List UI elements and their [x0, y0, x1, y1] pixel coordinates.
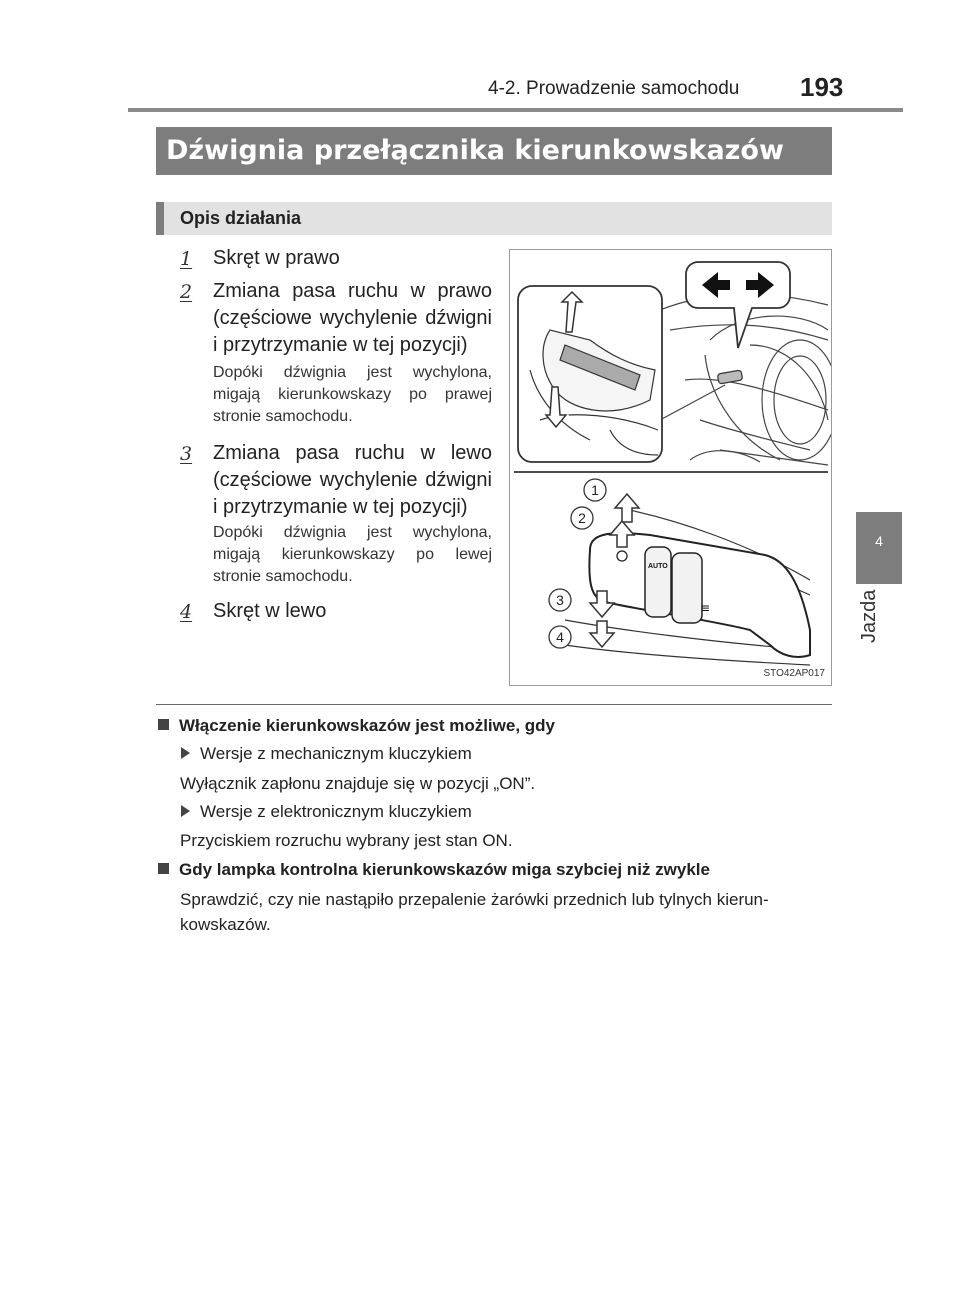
item-number: 4 — [180, 601, 193, 623]
callout-2: 2 — [578, 510, 586, 526]
item-2-note: Dopóki dźwignia jest wychylona, migają kierunkowskazy po prawej stronie samochodu. — [213, 364, 492, 425]
item-text: Skręt w prawo — [213, 247, 340, 269]
lever-illustration-drawing — [510, 250, 831, 685]
header-section-title: 4-2. Prowadzenie samochodu — [488, 78, 740, 99]
body-text-bulb-check: Sprawdzić, czy nie nastąpiło przepalenie żarówki przednich lub tylnych kierun-kowskazów. — [180, 890, 769, 934]
item-number: 3 — [180, 443, 193, 465]
sub-heading-electronic — [181, 802, 472, 822]
bullet-heading-2 — [158, 860, 710, 880]
turn-right-arrow-icon — [615, 494, 639, 522]
lever-rotary-ring-1 — [645, 547, 671, 617]
item-3-note: Dopóki dźwignia jest wychylona, migają kierunkowskazy po lewej stronie samochodu. — [213, 524, 492, 585]
auto-label: AUTO — [648, 563, 668, 570]
item-number: 1 — [180, 248, 193, 270]
figure-code: STO42AP017 — [763, 668, 825, 679]
page-number: 193 — [800, 72, 844, 102]
bullet-square-icon — [158, 863, 169, 874]
bullet-heading-1 — [158, 716, 555, 736]
triangle-bullet-icon — [181, 805, 190, 817]
item-1 — [180, 245, 492, 272]
body-text-start-button: Przyciskiem rozruchu wybrany jest stan ON. — [180, 831, 513, 850]
side-tab-label: Jazda — [858, 590, 880, 644]
bullet-heading-text: Włączenie kierunkowskazów jest możliwe, gdy — [179, 716, 556, 735]
item-text: Zmiana pasa ruchu w prawo (częściowe wychylenie dźwigni i przytrzymanie w tej pozycji) — [213, 280, 492, 356]
section-divider — [156, 704, 832, 705]
bullet-square-icon — [158, 719, 169, 730]
page-title: Dźwignia przełącznika kierunkowskazów — [156, 127, 832, 175]
item-text: Zmiana pasa ruchu w lewo (częściowe wychylenie dźwigni i przytrzymanie w tej pozycji) — [213, 442, 492, 518]
lever-illustration — [509, 249, 832, 686]
item-2 — [180, 278, 492, 359]
sub-heading-mechanical — [181, 744, 472, 764]
item-3 — [180, 440, 492, 521]
triangle-bullet-icon — [181, 747, 190, 759]
callout-1: 1 — [591, 482, 599, 498]
item-4 — [180, 598, 492, 625]
sub-heading-text: Wersje z mechanicznym kluczykiem — [200, 744, 472, 763]
item-text: Skręt w lewo — [213, 600, 327, 622]
section-subtitle: Opis działania — [156, 202, 832, 235]
body-text-ignition: Wyłącznik zapłonu znajduje się w pozycji „ON”. — [180, 774, 536, 793]
sub-heading-text: Wersje z elektronicznym kluczykiem — [200, 802, 472, 821]
callout-3: 3 — [556, 592, 564, 608]
indicator-bubble — [686, 262, 790, 348]
side-tab-number: 4 — [856, 512, 902, 584]
header-rule — [128, 108, 903, 112]
fog-light-icon: ≡ — [700, 601, 711, 615]
bullet-heading-text: Gdy lampka kontrolna kierunkowskazów miga szybciej niż zwykle — [179, 860, 710, 879]
item-number: 2 — [180, 281, 193, 303]
callout-4: 4 — [556, 629, 564, 645]
lever-rotary-ring-2 — [672, 553, 702, 623]
